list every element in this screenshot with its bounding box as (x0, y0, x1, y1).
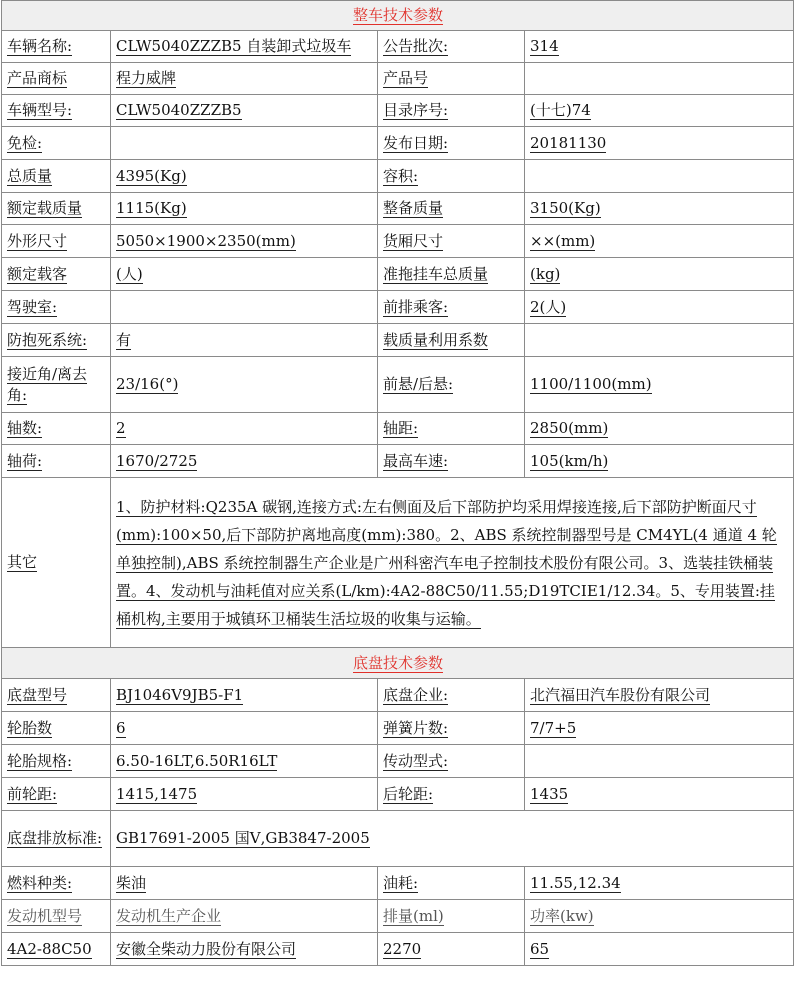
param-value: 1415,1475 (111, 778, 378, 811)
param-label: 载质量利用系数 (378, 324, 525, 357)
param-label: 整备质量 (378, 193, 525, 225)
param-label: 弹簧片数: (378, 712, 525, 745)
displacement: 2270 (378, 933, 525, 966)
vehicle-param-row (2, 63, 794, 95)
param-value: 4395(Kg) (111, 160, 378, 193)
engine-model-header: 发动机型号 (2, 900, 111, 933)
param-label: 前排乘客: (378, 291, 525, 324)
engine-maker-header: 发动机生产企业 (111, 900, 378, 933)
param-value (111, 291, 378, 324)
chassis-section-title: 底盘技术参数 (2, 648, 794, 679)
chassis-param-row (2, 712, 794, 745)
param-value: 105(km/h) (525, 445, 794, 478)
param-label: 油耗: (378, 867, 525, 900)
param-value: 2 (111, 413, 378, 445)
param-label: 轮胎数 (2, 712, 111, 745)
displacement-header: 排量(ml) (378, 900, 525, 933)
param-label: 最高车速: (378, 445, 525, 478)
param-value: (kg) (525, 258, 794, 291)
power-header: 功率(kw) (525, 900, 794, 933)
param-label: 发布日期: (378, 127, 525, 160)
param-value: 2(人) (525, 291, 794, 324)
param-value: 314 (525, 31, 794, 63)
other-label: 其它 (2, 478, 111, 648)
param-label: 货厢尺寸 (378, 225, 525, 258)
chassis-param-row (2, 778, 794, 811)
param-label: 底盘企业: (378, 679, 525, 712)
vehicle-param-row (2, 127, 794, 160)
param-value: 23/16(°) (111, 357, 378, 413)
param-label: 车辆型号: (2, 95, 111, 127)
param-value: 5050×1900×2350(mm) (111, 225, 378, 258)
param-value (525, 63, 794, 95)
param-value: 7/7+5 (525, 712, 794, 745)
param-value: 1115(Kg) (111, 193, 378, 225)
chassis-section-header (2, 648, 794, 679)
param-value: 1435 (525, 778, 794, 811)
emission-label: 底盘排放标准: (2, 811, 111, 867)
vehicle-section-title: 整车技术参数 (2, 1, 794, 31)
param-value: 6.50-16LT,6.50R16LT (111, 745, 378, 778)
param-value: (人) (111, 258, 378, 291)
vehicle-param-row (2, 445, 794, 478)
param-value: 程力威牌 (111, 63, 378, 95)
param-label: 轴荷: (2, 445, 111, 478)
param-label: 接近角/离去角: (2, 357, 111, 413)
param-label: 轴距: (378, 413, 525, 445)
param-value: (十七)74 (525, 95, 794, 127)
param-value: 2850(mm) (525, 413, 794, 445)
param-value: 20181130 (525, 127, 794, 160)
param-label: 燃料种类: (2, 867, 111, 900)
param-label: 额定载质量 (2, 193, 111, 225)
chassis-param-row (2, 679, 794, 712)
param-label: 防抱死系统: (2, 324, 111, 357)
param-label: 轴数: (2, 413, 111, 445)
chassis-param-row (2, 745, 794, 778)
param-label: 传动型式: (378, 745, 525, 778)
emission-row (2, 811, 794, 867)
param-label: 准拖挂车总质量 (378, 258, 525, 291)
param-value: 11.55,12.34 (525, 867, 794, 900)
param-label: 产品号 (378, 63, 525, 95)
param-value: ××(mm) (525, 225, 794, 258)
engine-model: 4A2-88C50 (2, 933, 111, 966)
param-value (525, 745, 794, 778)
vehicle-param-row (2, 258, 794, 291)
other-row (2, 478, 794, 648)
param-value: 3150(Kg) (525, 193, 794, 225)
param-value (525, 324, 794, 357)
param-label: 前轮距: (2, 778, 111, 811)
param-value: 1670/2725 (111, 445, 378, 478)
vehicle-param-row (2, 160, 794, 193)
param-value (111, 127, 378, 160)
engine-header-row (2, 900, 794, 933)
vehicle-section-header (2, 1, 794, 31)
param-value: CLW5040ZZZB5 自装卸式垃圾车 (111, 31, 378, 63)
fuel-row (2, 867, 794, 900)
param-label: 后轮距: (378, 778, 525, 811)
vehicle-param-row (2, 357, 794, 413)
power: 65 (525, 933, 794, 966)
param-value: 柴油 (111, 867, 378, 900)
param-value (525, 160, 794, 193)
param-label: 公告批次: (378, 31, 525, 63)
param-label: 产品商标 (2, 63, 111, 95)
param-value: CLW5040ZZZB5 (111, 95, 378, 127)
param-label: 目录序号: (378, 95, 525, 127)
param-value: 有 (111, 324, 378, 357)
param-label: 驾驶室: (2, 291, 111, 324)
engine-maker: 安徽全柴动力股份有限公司 (111, 933, 378, 966)
vehicle-param-row (2, 324, 794, 357)
vehicle-param-row (2, 291, 794, 324)
param-label: 免检: (2, 127, 111, 160)
vehicle-spec-table (1, 0, 794, 966)
vehicle-param-row (2, 413, 794, 445)
vehicle-param-row (2, 193, 794, 225)
param-label: 总质量 (2, 160, 111, 193)
vehicle-param-row (2, 95, 794, 127)
param-label: 底盘型号 (2, 679, 111, 712)
param-label: 前悬/后悬: (378, 357, 525, 413)
param-value: 1100/1100(mm) (525, 357, 794, 413)
other-text: 1、防护材料:Q235A 碳钢,连接方式:左右侧面及后下部防护均采用焊接连接,后下部防护断面尺寸(mm):100×50,后下部防护离地高度(mm):380。2、ABS 系统控制器型号是 CM4YL(4 通道 4 轮单独控制),ABS 系统控制器生产企业是广州科密汽车电子控制技术股份有限公司。3、选装挂铁桶装置。4、发动机与油耗值对应关系(L/km):4A2-88C50/11.55;D19TCIE1/12.34。5、专用装置:挂桶机构,主要用于城镇环卫桶装生活垃圾的收集与运输。 (111, 478, 794, 648)
param-label: 外形尺寸 (2, 225, 111, 258)
param-label: 额定载客 (2, 258, 111, 291)
param-value: 北汽福田汽车股份有限公司 (525, 679, 794, 712)
param-value: 6 (111, 712, 378, 745)
vehicle-param-row (2, 225, 794, 258)
param-label: 轮胎规格: (2, 745, 111, 778)
vehicle-param-row (2, 31, 794, 63)
param-label: 容积: (378, 160, 525, 193)
param-label: 车辆名称: (2, 31, 111, 63)
emission-value: GB17691-2005 国Ⅴ,GB3847-2005 (111, 811, 794, 867)
param-value: BJ1046V9JB5-F1 (111, 679, 378, 712)
engine-data-row (2, 933, 794, 966)
